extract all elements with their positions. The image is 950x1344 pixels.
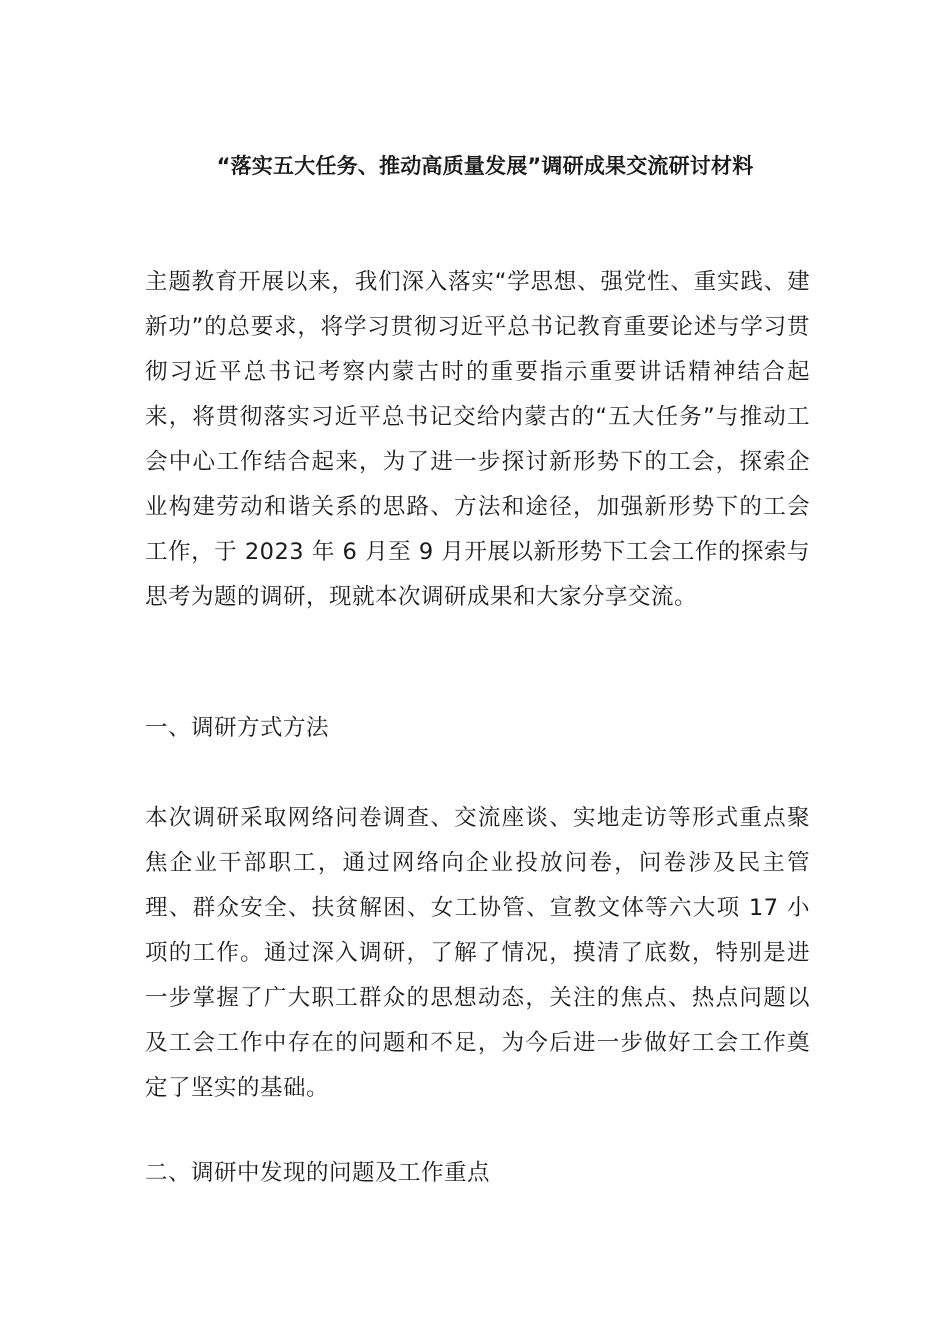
intro-paragraph: 主题教育开展以来，我们深入落实“学思想、强党性、重实践、建新功”的总要求，将学习贯彻习近平总书记教育重要论述与学习贯彻习近平总书记考察内蒙古时的重要指示重要讲话精神结合起来，将贯彻落实习近平总书记交给内蒙古的“五大任务”与推动工会中心工作结合起来，为了进一步探讨新形势下的工会，探索企业构建劳动和谐关系的思路、方法和途径，加强新形势下的工会工作，于 2023 年 6 月至 9 月开展以新形势下工会工作的探索与思考为题的调研，现就本次调研成果和大家分享交流。 xyxy=(145,269,810,610)
section-heading-methods: 一、调研方式方法 xyxy=(145,715,330,741)
section-heading-issues: 二、调研中发现的问题及工作重点 xyxy=(145,1160,491,1186)
document-title: “落实五大任务、推动高质量发展”调研成果交流研讨材料 xyxy=(216,154,754,178)
methods-paragraph: 本次调研采取网络问卷调查、交流座谈、实地走访等形式重点聚焦企业干部职工，通过网络向企业投放问卷，问卷涉及民主管理、群众安全、扶贫解困、女工协管、宣教文体等六大项 17 小项的工作。通过深入调研，了解了情况，摸清了底数，特别是进一步掌握了广大职工群众的思想动态，关注的焦点、热点问题以及工会工作中存在的问题和不足，为今后进一步做好工会工作奠定了坚实的基础。 xyxy=(145,805,810,1101)
